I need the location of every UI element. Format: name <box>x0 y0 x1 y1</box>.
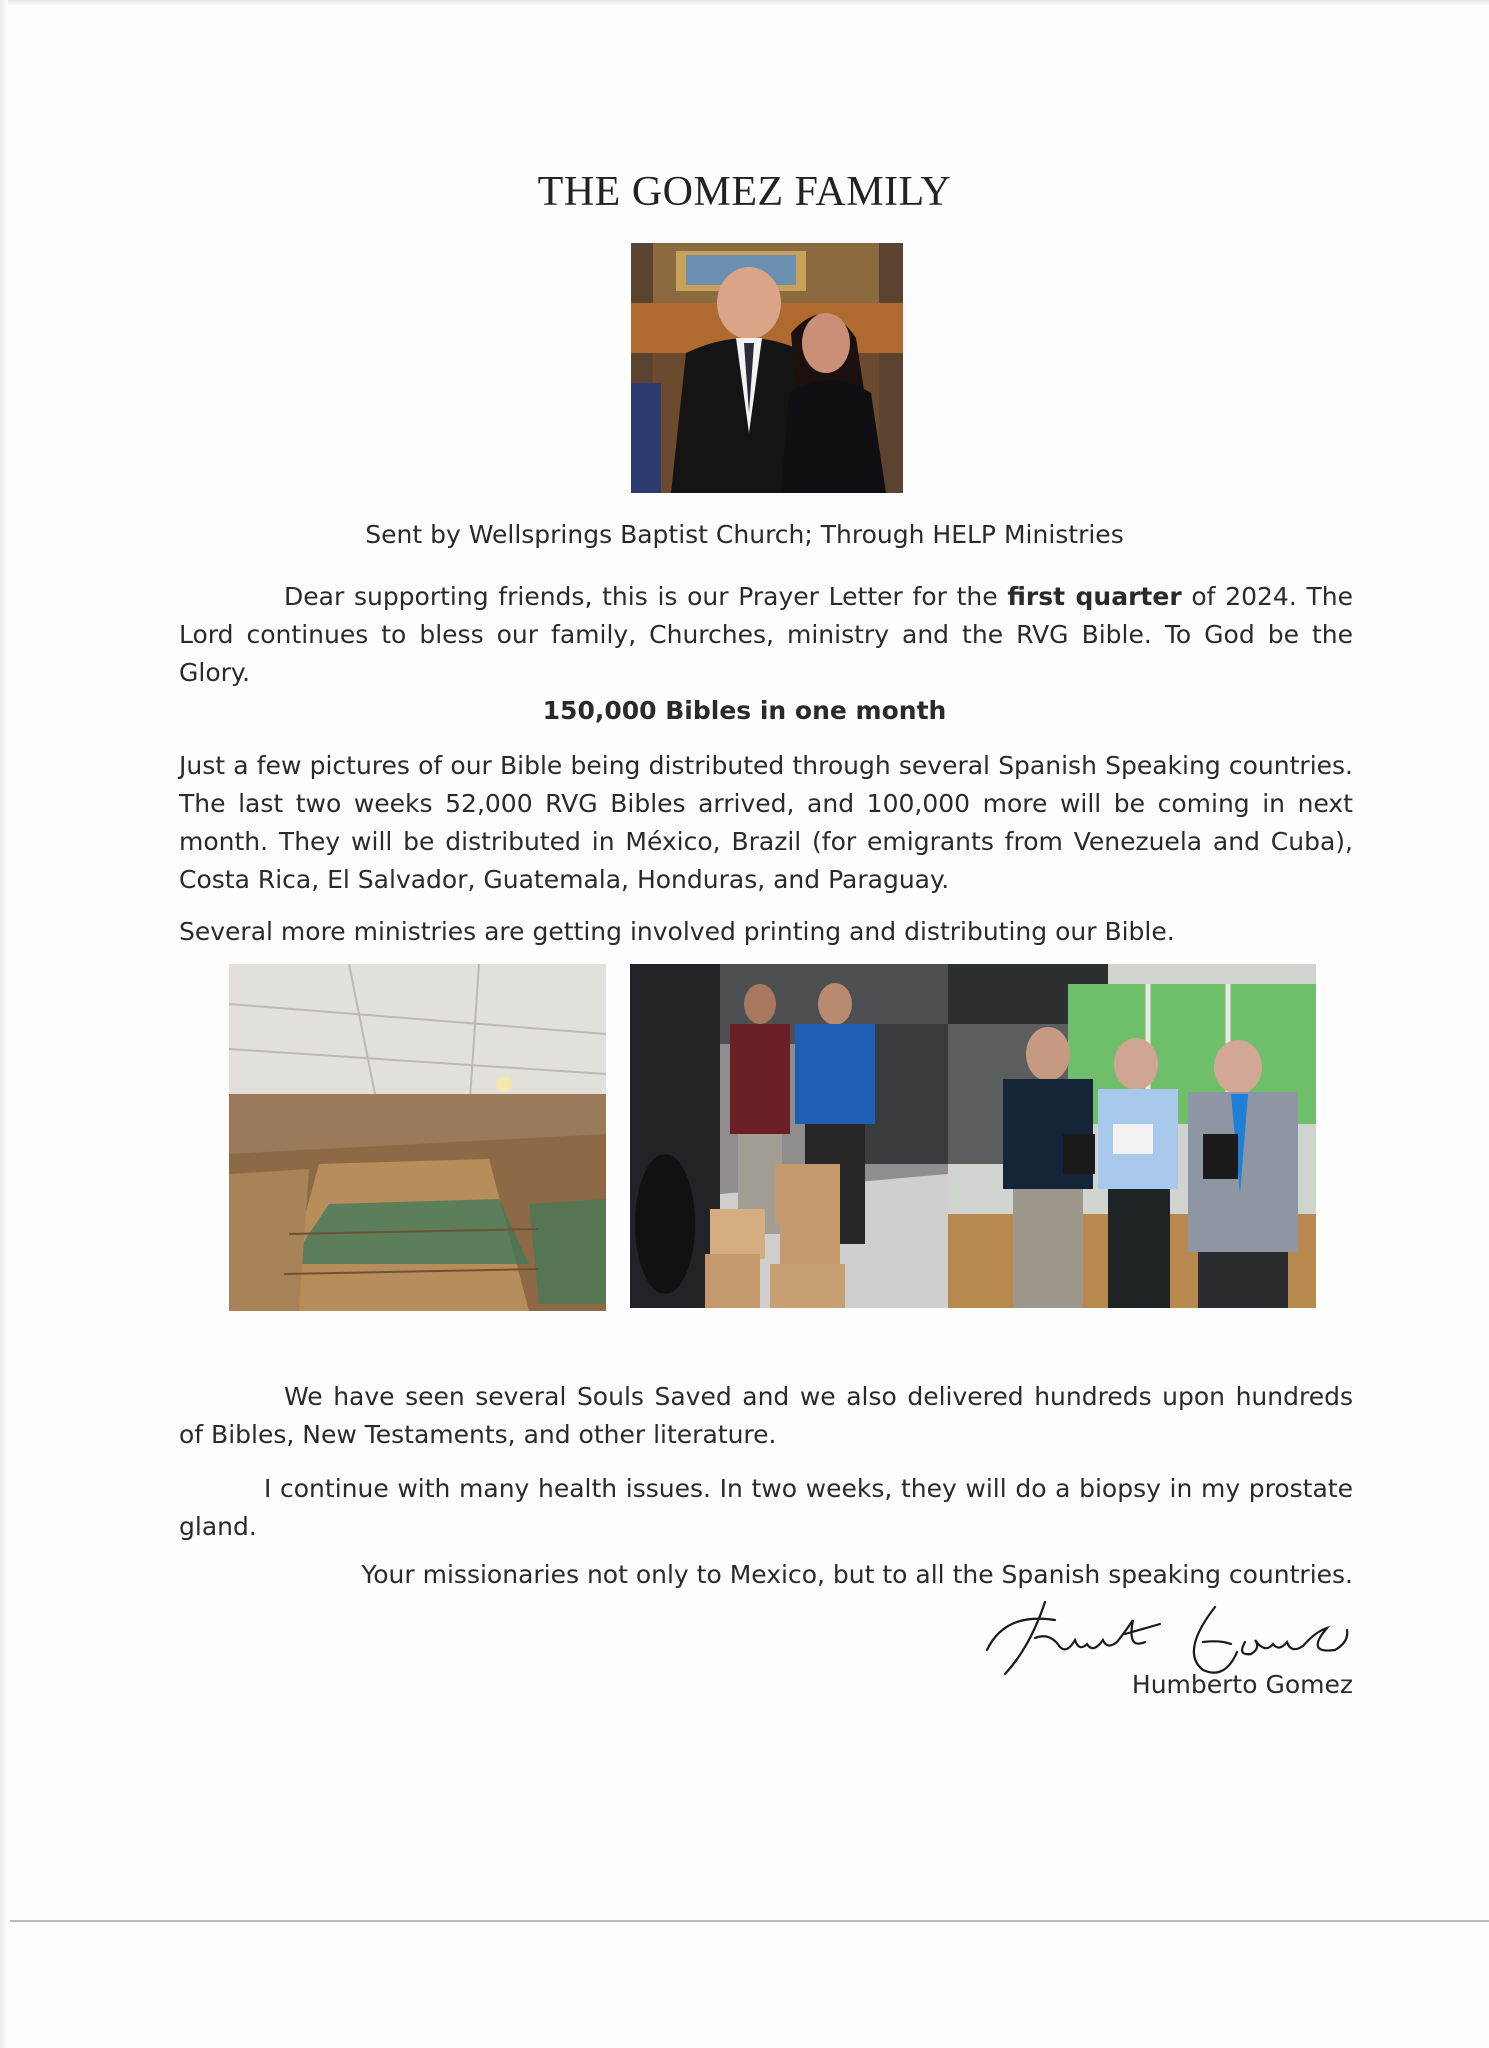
bottom-divider <box>10 1920 1489 1922</box>
warehouse-photo <box>229 964 606 1311</box>
health-paragraph: I continue with many health issues. In two weeks, they will do a biopsy in my prostate gland. <box>179 1474 1353 1541</box>
intro-text-start: Dear supporting friends, this is our Prayer Letter for the <box>284 582 1008 611</box>
scan-edge-top <box>0 0 1489 6</box>
scan-edge-left <box>0 0 8 2048</box>
signer-name: Humberto Gomez <box>1131 1670 1353 1699</box>
section-heading: 150,000 Bibles in one month <box>542 696 947 725</box>
bible-boxes-photo <box>630 964 948 1308</box>
family-photo <box>631 243 903 493</box>
bible-presentation-photo <box>948 964 1316 1308</box>
closing-line: Your missionaries not only to Mexico, but to all the Spanish speaking countries. <box>361 1560 1353 1589</box>
sender-line: Sent by Wellsprings Baptist Church; Through HELP Ministries <box>365 520 1124 549</box>
distribution-paragraph: Just a few pictures of our Bible being distributed through several Spanish Speaking countries. The last two weeks 52,000 RVG Bibles arrived, and 100,000 more will be coming in next month. They will be distributed in México, Brazil (for emigrants from Venezuela and Cuba), Costa Rica, El Salvador, Guatemala, Honduras, and Paraguay. <box>179 751 1353 894</box>
intro-paragraph <box>179 578 1353 692</box>
souls-paragraph: We have seen several Souls Saved and we also delivered hundreds upon hundreds of Bibles, New Testaments, and other literature. <box>179 1382 1353 1449</box>
intro-emphasis: first quarter <box>1007 582 1182 611</box>
ministries-paragraph: Several more ministries are getting involved printing and distributing our Bible. <box>179 917 1175 946</box>
intro-text-end: of 2024. The Lord continues to bless our family, Churches, ministry and the RVG Bible. To God be the Glory. <box>179 582 1353 687</box>
page-title: THE GOMEZ FAMILY <box>537 169 952 215</box>
